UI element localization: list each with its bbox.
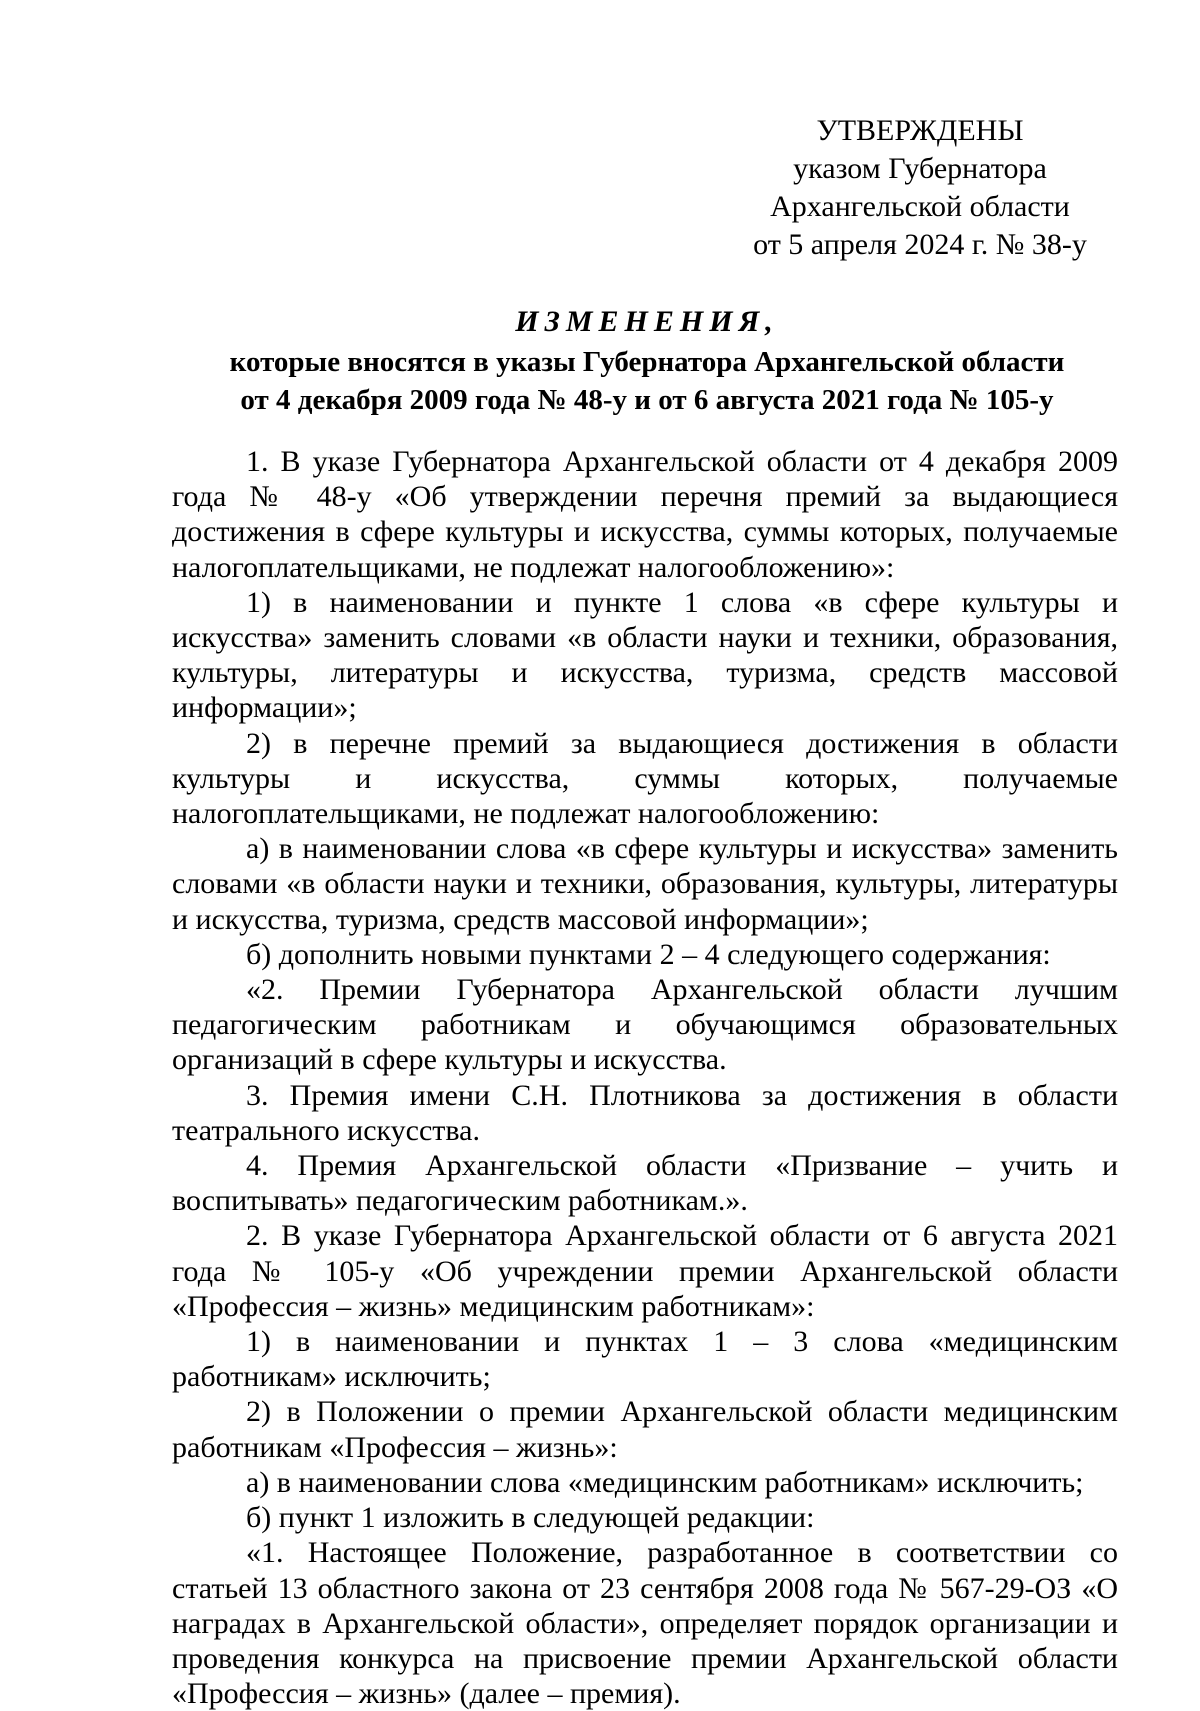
inserted-point-2: «2. Премии Губернатора Архангельской области лучшим педагогическим работникам и обучающимся образовательных организаций в сфере культуры и искусства. — [172, 973, 1118, 1077]
document-heading — [172, 303, 1122, 419]
document-body — [172, 444, 1118, 1711]
paragraph-1-item-1: 1) в наименовании и пункте 1 слова «в сфере культуры и искусства» заменить словами «в области науки и техники, образования, культуры, литературы и искусства, туризма, средств массовой информации»; — [172, 585, 1118, 725]
paragraph-2-item-2a: а) в наименовании слова «медицинским работникам» исключить; — [246, 1465, 1084, 1499]
paragraph-1-item-2: 2) в перечне премий за выдающиеся достижения в области культуры и искусства, суммы которых, получаемые налогоплательщиками, не подлежат налогообложению: — [172, 726, 1118, 831]
approval-date-number: от 5 апреля 2024 г. № 38-у — [753, 228, 1087, 261]
document-subtitle-line-2: от 4 декабря 2009 года № 48-у и от 6 августа 2021 года № 105-у — [240, 384, 1054, 416]
approval-title: УТВЕРЖДЕНЫ — [816, 114, 1024, 147]
paragraph-1-item-2b: б) дополнить новыми пунктами 2 – 4 следующего содержания: — [246, 937, 1051, 971]
paragraph-2-item-2b: б) пункт 1 изложить в следующей редакции: — [246, 1501, 815, 1535]
approval-authority: указом Губернатора — [793, 152, 1047, 185]
inserted-point-3: 3. Премия имени С.Н. Плотникова за достижения в области театрального искусства. — [172, 1078, 1118, 1147]
document-title: ИЗМЕНЕНИЯ, — [515, 305, 779, 338]
approval-stamp — [730, 112, 1110, 264]
new-point-1-text: «1. Настоящее Положение, разработанное в соответствии со статьей 13 областного закона от 23 сентября 2008 года № 567-29-ОЗ «О наградах в Архангельской области», определяет порядок организации и проведения конкурса на присвоение премии Архангельской области «Профессия – жизнь» (далее – премия). — [172, 1536, 1118, 1711]
inserted-point-4: 4. Премия Архангельской области «Призвание – учить и воспитывать» педагогическим работникам.». — [172, 1149, 1118, 1218]
paragraph-2-item-1: 1) в наименовании и пунктах 1 – 3 слова «медицинским работникам» исключить; — [172, 1325, 1118, 1394]
approval-region: Архангельской области — [770, 190, 1070, 223]
paragraph-2-item-2: 2) в Положении о премии Архангельской области медицинским работникам «Профессия – жизнь»: — [172, 1395, 1118, 1464]
paragraph-1: 1. В указе Губернатора Архангельской области от 4 декабря 2009 года № 48-у «Об утверждении перечня премий за выдающиеся достижения в сфере культуры и искусства, суммы которых, получаемые налогоплательщиками, не подлежат налогообложению»: — [172, 445, 1118, 584]
paragraph-1-item-2a: а) в наименовании слова «в сфере культуры и искусства» заменить словами «в области науки и техники, образования, культуры, литературы и искусства, туризма, средств массовой информации»; — [172, 832, 1118, 936]
document-subtitle-line-1: которые вносятся в указы Губернатора Архангельской области — [229, 346, 1065, 378]
paragraph-2: 2. В указе Губернатора Архангельской области от 6 августа 2021 года № 105-у «Об учреждении премии Архангельской области «Профессия – жизнь» медицинским работникам»: — [172, 1219, 1118, 1323]
